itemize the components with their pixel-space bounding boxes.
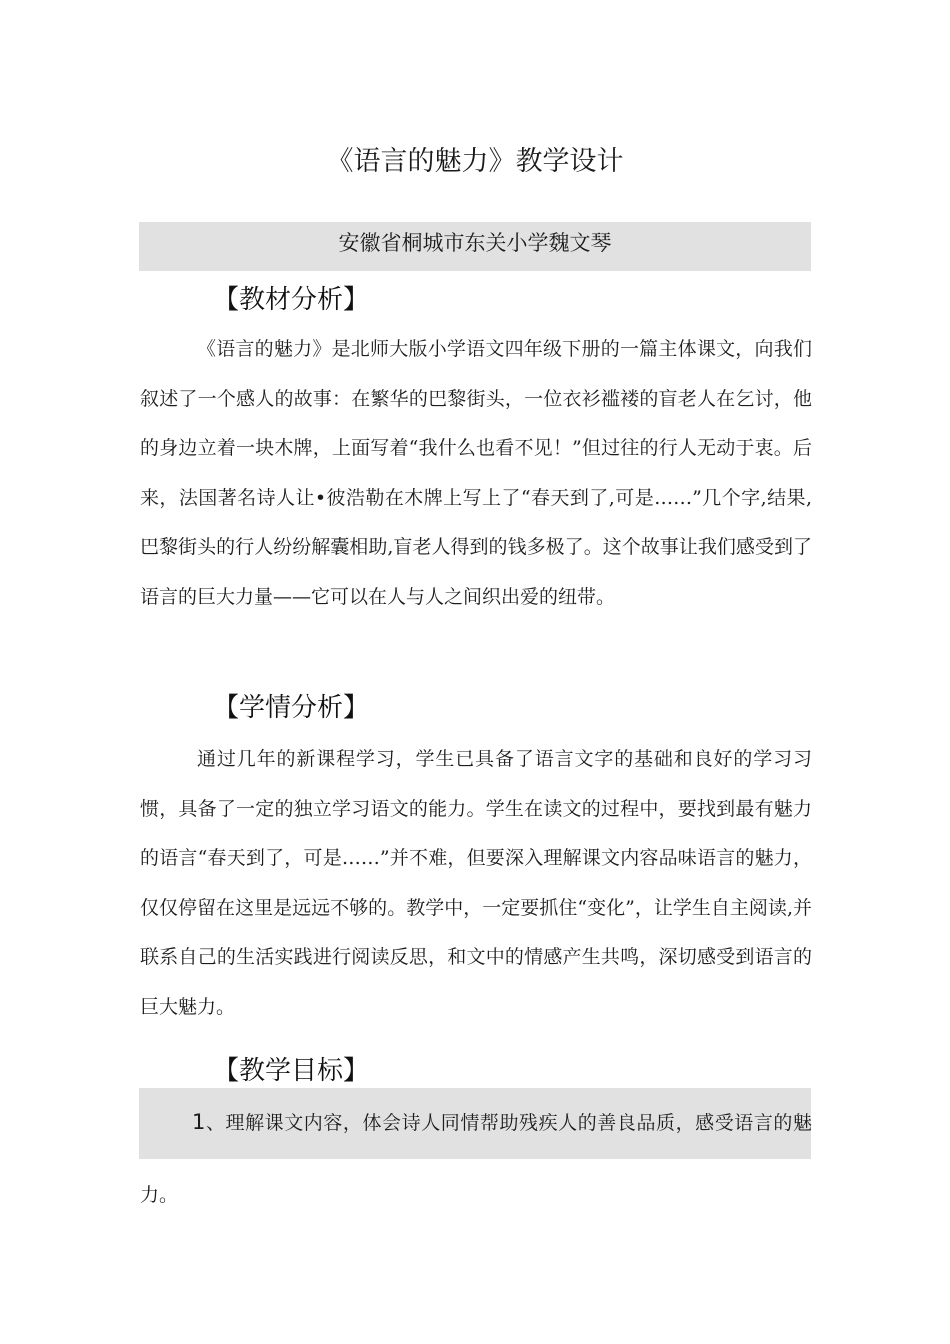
author-band xyxy=(139,222,811,271)
author-line: 安徽省桐城市东关小学魏文琴 xyxy=(338,231,612,255)
teaching-goal-item xyxy=(140,1086,812,1231)
section-body-textbook-analysis: 《语言的魅力》是北师大版小学语文四年级下册的一篇主体课文，向我们叙述了一个感人的故事：在繁华的巴黎街头，一位衣衫褴褛的盲老人在乞讨，他的身边立着一块木牌，上面写着“我什么也看不见！”但过往的行人无动于衷。后来，法国著名诗人让•彼浩勒在木牌上写上了“春天到了,可是……”几个字,结果,巴黎街头的行人纷纷解囊相助,盲老人得到的钱多极了。这个故事让我们感受到了语言的巨大力量——它可以在人与人之间织出爱的纽带。 xyxy=(140,338,812,608)
document-title: 《语言的魅力》教学设计 xyxy=(326,146,624,177)
section-heading-student-analysis: 【学情分析】 xyxy=(213,693,370,723)
section-body-student-analysis: 通过几年的新课程学习，学生已具备了语言文字的基础和良好的学习习惯，具备了一定的独立学习语文的能力。学生在读文的过程中，要找到最有魅力的语言“春天到了，可是……”并不难，但要深入理解课文内容品味语言的魅力，仅仅停留在这里是远远不够的。教学中，一定要抓住“变化”，让学生自主阅读,并联系自己的生活实践进行阅读反思，和文中的情感产生共鸣，深切感受到语言的巨大魅力。 xyxy=(140,748,812,1018)
goal-text: 、理解课文内容，体会诗人同情帮助残疾人的善良品质，感受语言的魅力。 xyxy=(140,1112,812,1206)
section-heading-teaching-goals: 【教学目标】 xyxy=(213,1056,370,1086)
goal-number: 1 xyxy=(192,1110,206,1134)
section-heading-textbook-analysis: 【教材分析】 xyxy=(213,285,370,315)
